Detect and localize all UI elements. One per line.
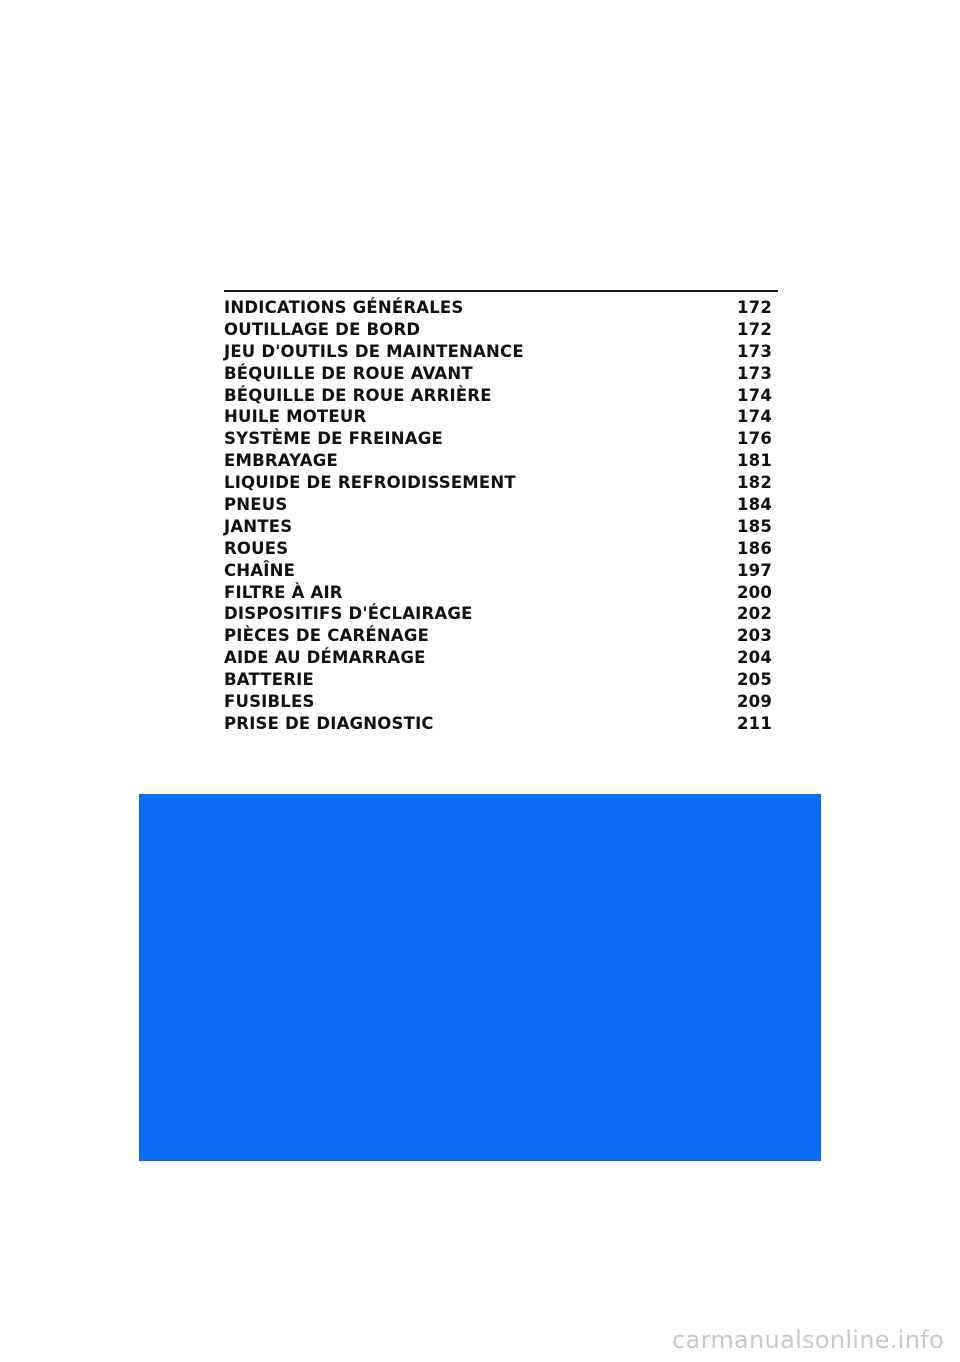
blue-panel xyxy=(139,794,821,1161)
toc-entry-page: 173 xyxy=(736,341,772,361)
toc-entry-page: 172 xyxy=(736,319,772,339)
toc-entry-page: 204 xyxy=(736,648,772,668)
toc-entry-title: JANTES xyxy=(224,516,293,536)
toc-entry-page: 202 xyxy=(736,604,772,624)
toc-entry-page: 182 xyxy=(736,473,772,493)
toc-entry-title: DISPOSITIFS D'ÉCLAIRAGE xyxy=(224,604,473,624)
toc-entry-page: 211 xyxy=(736,713,772,733)
toc-entry-page: 186 xyxy=(736,538,772,558)
toc-entry-page: 181 xyxy=(736,451,772,471)
toc-entry-title: INDICATIONS GÉNÉRALES xyxy=(224,298,464,317)
toc-entry[interactable] xyxy=(224,406,778,428)
toc-entry[interactable] xyxy=(224,516,778,538)
toc-entry-page: 200 xyxy=(736,582,772,602)
toc-entry-title: LIQUIDE DE REFROIDISSEMENT xyxy=(224,473,516,493)
toc-entry[interactable] xyxy=(224,582,778,604)
toc-entry[interactable] xyxy=(224,560,778,582)
toc-entry-title: SYSTÈME DE FREINAGE xyxy=(224,429,443,449)
toc-entry-title: BATTERIE xyxy=(224,670,314,690)
toc-entry[interactable] xyxy=(224,450,778,472)
toc-entry-title: HUILE MOTEUR xyxy=(224,407,367,427)
toc-entry[interactable] xyxy=(224,713,778,735)
toc-entry[interactable] xyxy=(224,341,778,363)
toc-entry[interactable] xyxy=(224,428,778,450)
toc-entry-page: 197 xyxy=(736,560,772,580)
toc-entry[interactable] xyxy=(224,319,778,341)
toc-entry-page: 172 xyxy=(736,298,772,317)
toc-entry-title: AIDE AU DÉMARRAGE xyxy=(224,648,426,668)
toc-entry-title: ROUES xyxy=(224,538,289,558)
toc-entry-page: 185 xyxy=(736,516,772,536)
toc-entry[interactable] xyxy=(224,297,778,319)
toc-entry-title: JEU D'OUTILS DE MAINTENANCE xyxy=(224,341,524,361)
toc-entry-page: 176 xyxy=(736,429,772,449)
toc-entry-page: 209 xyxy=(736,692,772,712)
toc-entry[interactable] xyxy=(224,625,778,647)
toc-entry-title: FILTRE À AIR xyxy=(224,582,343,602)
toc-entry[interactable] xyxy=(224,603,778,625)
toc-entry[interactable] xyxy=(224,538,778,560)
toc-entry-page: 173 xyxy=(736,363,772,383)
toc-entry-title: BÉQUILLE DE ROUE AVANT xyxy=(224,363,473,383)
toc-entry-page: 174 xyxy=(736,407,772,427)
toc-entry[interactable] xyxy=(224,691,778,713)
toc-entry-title: CHAÎNE xyxy=(224,560,296,580)
toc-entry-page: 205 xyxy=(736,670,772,690)
toc-entry[interactable] xyxy=(224,494,778,516)
toc-entry-title: EMBRAYAGE xyxy=(224,451,338,471)
toc-entry[interactable] xyxy=(224,385,778,407)
toc-entry-title: PNEUS xyxy=(224,495,288,515)
toc-entry[interactable] xyxy=(224,647,778,669)
toc-entry-title: PRISE DE DIAGNOSTIC xyxy=(224,713,434,733)
toc-entry[interactable] xyxy=(224,472,778,494)
table-of-contents xyxy=(224,290,778,735)
watermark-text: carmanualsonline.info xyxy=(672,1326,944,1354)
toc-entry-title: OUTILLAGE DE BORD xyxy=(224,319,421,339)
toc-entry[interactable] xyxy=(224,669,778,691)
toc-entry-title: FUSIBLES xyxy=(224,692,315,712)
toc-entry[interactable] xyxy=(224,363,778,385)
toc-entry-title: BÉQUILLE DE ROUE ARRIÈRE xyxy=(224,385,492,405)
toc-entry-page: 203 xyxy=(736,626,772,646)
toc-entry-title: PIÈCES DE CARÉNAGE xyxy=(224,626,430,646)
toc-entry-page: 174 xyxy=(736,385,772,405)
toc-entry-page: 184 xyxy=(736,495,772,515)
